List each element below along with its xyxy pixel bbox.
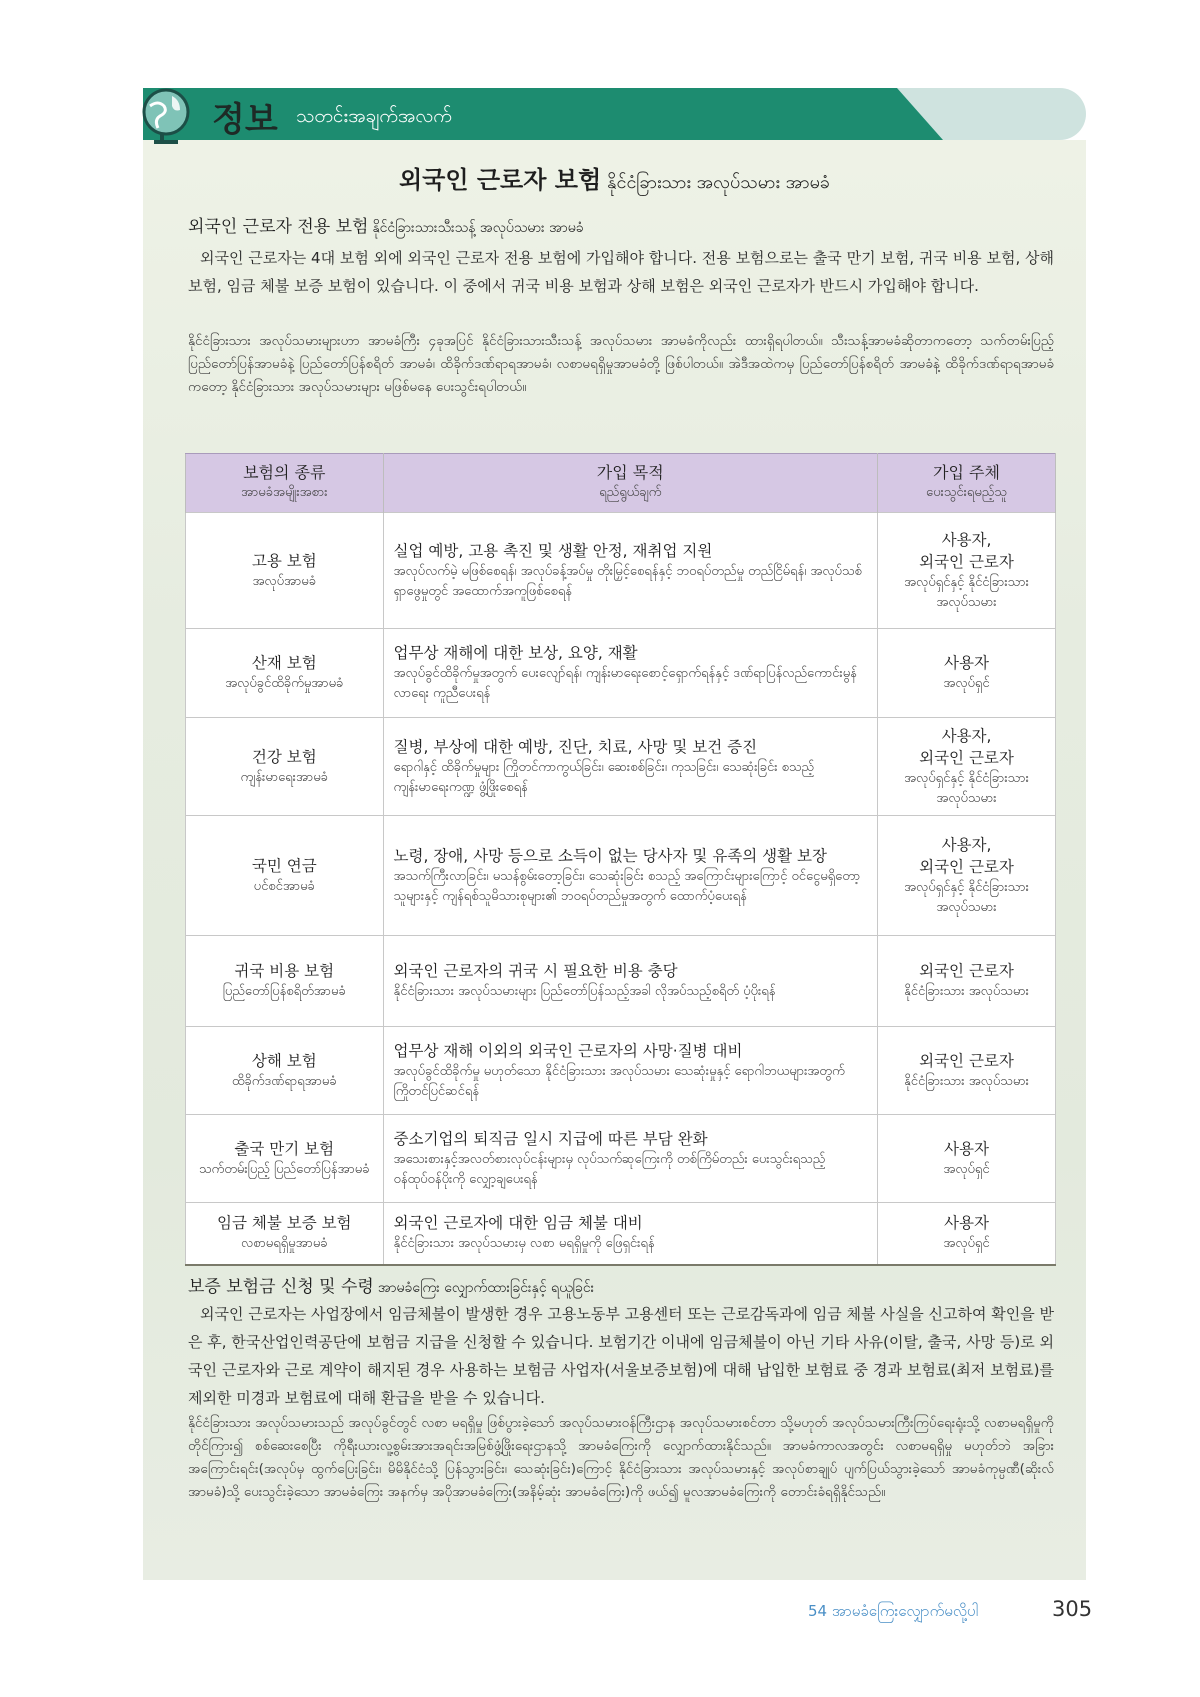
insurance-subject: 사용자 အလုပ်ရှင်: [878, 629, 1056, 718]
table-row: [186, 816, 1056, 936]
table-row: [186, 629, 1056, 718]
insurance-purpose: 중소기업의 퇴직금 일시 지급에 따른 부담 완화 အသေးစားနှင့်အလတ်စားလုပ်ငန်းများမှ လုပ်သက်ဆုကြေးကို တစ်ကြိမ်တည်း ပေးသွင်းရသည့် ဝန်ထုပ်ဝန်ပိုးကို လျှော့ချပေးရန်: [383, 1115, 877, 1203]
page-title-my: နိုင်ငံခြားသား အလုပ်သမား အာမခံ: [607, 172, 831, 193]
header-purpose: 가입 목적 ရည်ရွယ်ချက်: [383, 454, 877, 513]
insurance-subject: 사용자, 외국인 근로자 အလုပ်ရှင်နှင့် နိုင်ငံခြားသားအလုပ်သမား: [878, 816, 1056, 936]
section-title-special-insurance: [188, 212, 584, 239]
paragraph-my: နိုင်ငံခြားသား အလုပ်သမားများဟာ အာမခံကြီး ၄ခုအပြင် နိုင်ငံခြားသားသီးသန့် အလုပ်သမား အာမခံကိုလည်း ထားရှိရပါတယ်။ သီးသန့်အာမခံဆိုတာကတော့ သက်တမ်းပြည့်ပြည်တော်ပြန်အာမခံနဲ့ ပြည်တော်ပြန်စရိတ် အာမခံ၊ ထိခိုက်ဒဏ်ရာရအာမခံ၊ လစာမရရှိမှုအာမခံတို့ ဖြစ်ပါတယ်။ အဲဒီအထဲကမှ ပြည်တော်ပြန်စရိတ် အာမခံနဲ့ ထိခိုက်ဒဏ်ရာရအာမခံကတော့ နိုင်ငံခြားသား အလုပ်သမားများ မဖြစ်မနေ ပေးသွင်းရပါတယ်။: [188, 333, 1054, 395]
insurance-purpose: 업무상 재해에 대한 보상, 요양, 재활 အလုပ်ခွင်ထိခိုက်မှုအတွက် ပေးလျော်ရန်၊ ကျန်းမာရေးစောင့်ရှောက်ရန်နှင့် ဒဏ်ရာပြန်လည်ကောင်းမွန်လာရေး ကူညီပေးရန်: [383, 629, 877, 718]
table-header-row: [186, 454, 1056, 513]
insurance-type: 임금 체불 보증 보험 လစာမရရှိမှုအာမခံ: [186, 1203, 384, 1265]
page-title: [143, 160, 1086, 197]
insurance-subject: 외국인 근로자 နိုင်ငံခြားသား အလုပ်သမား: [878, 1027, 1056, 1115]
table-row: [186, 718, 1056, 816]
table-row: [186, 1027, 1056, 1115]
insurance-purpose: 외국인 근로자에 대한 임금 체불 대비 နိုင်ငံခြားသား အလုပ်သမားမှ လစာ မရရှိမှုကို ဖြေရှင်းရန်: [383, 1203, 877, 1265]
insurance-subject: 외국인 근로자 နိုင်ငံခြားသား အလုပ်သမား: [878, 936, 1056, 1027]
paragraph-ko: 외국인 근로자는 4대 보험 외에 외국인 근로자 전용 보험에 가입해야 합니다. 전용 보험으로는 출국 만기 보험, 귀국 비용 보험, 상해 보험, 임금 체불 보증 보험이 있습니다. 이 중에서 귀국 비용 보험과 상해 보험은 외국인 근로자가 반드시 가입해야 합니다.: [188, 249, 1054, 295]
insurance-type: 출국 만기 보험 သက်တမ်းပြည့် ပြည်တော်ပြန်အာမခံ: [186, 1115, 384, 1203]
insurance-purpose: 실업 예방, 고용 촉진 및 생활 안정, 재취업 지원 အလုပ်လက်မဲ့ မဖြစ်စေရန်၊ အလုပ်ခန့်အပ်မှု တိုးမြှင့်စေရန်နှင့် ဘဝရပ်တည်မှု တည်ငြိမ်ရန်၊ အလုပ်သစ်ရှာဖွေမှုတွင် အထောက်အကူဖြစ်စေရန်: [383, 513, 877, 629]
insurance-purpose: 질병, 부상에 대한 예방, 진단, 치료, 사망 및 보건 증진 ရောဂါနှင့် ထိခိုက်မှုများ ကြိုတင်ကာကွယ်ခြင်း၊ ဆေးစစ်ခြင်း၊ ကုသခြင်း၊ သေဆုံးခြင်း စသည့် ကျန်းမာရေးကဏ္ဍ ဖွံ့ဖြိုးစေရန်: [383, 718, 877, 816]
insurance-purpose: 노령, 장애, 사망 등으로 소득이 없는 당사자 및 유족의 생활 보장 အသက်ကြီးလာခြင်း၊ မသန်စွမ်းတော့ခြင်း၊ သေဆုံးခြင်း စသည့် အကြောင်းများကြောင့် ဝင်ငွေမရှိတော့သူများနှင့် ကျန်ရစ်သူမိသားစုများ၏ ဘဝရပ်တည်မှုအတွက် ထောက်ပံ့ပေးရန်: [383, 816, 877, 936]
insurance-type: 귀국 비용 보험 ပြည်တော်ပြန်စရိတ်အာမခံ: [186, 936, 384, 1027]
insurance-table: [185, 453, 1056, 1266]
insurance-subject: 사용자 အလုပ်ရှင်: [878, 1203, 1056, 1265]
insurance-purpose: 외국인 근로자의 귀국 시 필요한 비용 충당 နိုင်ငံခြားသား အလုပ်သမားများ ပြည်တော်ပြန်သည့်အခါ လိုအပ်သည့်စရိတ် ပံ့ပိုးရန်: [383, 936, 877, 1027]
insurance-type: 국민 연금 ပင်စင်အာမခံ: [186, 816, 384, 936]
insurance-subject: 사용자 အလုပ်ရှင်: [878, 1115, 1056, 1203]
section-title-ko: 외국인 근로자 전용 보험: [188, 217, 369, 237]
insurance-purpose: 업무상 재해 이외의 외국인 근로자의 사망·질병 대비 အလုပ်ခွင်ထိခိုက်မှု မဟုတ်သော နိုင်ငံခြားသား အလုပ်သမား သေဆုံးမှုနှင့် ရောဂါဘယများအတွက် ကြိုတင်ပြင်ဆင်ရန်: [383, 1027, 877, 1115]
insurance-type: 건강 보험 ကျန်းမာရေးအာမခံ: [186, 718, 384, 816]
section-title-my: နိုင်ငံခြားသားသီးသန့် အလုပ်သမား အာမခံ: [372, 220, 584, 236]
insurance-subject: 사용자, 외국인 근로자 အလုပ်ရှင်နှင့် နိုင်ငံခြားသားအလုပ်သမား: [878, 718, 1056, 816]
page-title-ko: 외국인 근로자 보험: [398, 166, 602, 194]
insurance-type: 산재 보험 အလုပ်ခွင်ထိခိုက်မှုအာမခံ: [186, 629, 384, 718]
header-subtitle: သတင်းအချက်အလက်: [296, 105, 452, 127]
chapter-label: 54 အာမခံကြေးလျှောက်မလို့ပါ: [808, 1602, 979, 1620]
table-row: [186, 1203, 1056, 1265]
page-number: 305: [1052, 1597, 1093, 1621]
header-subject: 가입 주체 ပေးသွင်းရမည့်သူ: [878, 454, 1056, 513]
insurance-subject: 사용자, 외국인 근로자 အလုပ်ရှင်နှင့် နိုင်ငံခြားသားအလုပ်သမား: [878, 513, 1056, 629]
insurance-type: 상해 보험 ထိခိုက်ဒဏ်ရာရအာမခံ: [186, 1027, 384, 1115]
table-row: [186, 936, 1056, 1027]
globe-icon: [136, 86, 196, 146]
paragraph-my: နိုင်ငံခြားသား အလုပ်သမားသည် အလုပ်ခွင်တွင် လစာ မရရှိမှု ဖြစ်ပွားခဲ့သော် အလုပ်သမားဝန်ကြီးဌာန အလုပ်သမားစင်တာ သို့မဟုတ် အလုပ်သမားကြီးကြပ်ရေးရုံးသို့ လစာမရရှိမှုကို တိုင်ကြား၍ စစ်ဆေးစေပြီး ကိုရီးယားလူ့စွမ်းအားအရင်းအမြစ်ဖွံ့ဖြိုးရေးဌာနသို့ အာမခံကြေးကို လျှောက်ထားနိုင်သည်။ အာမခံကာလအတွင်း လစာမရရှိမှု မဟုတ်ဘဲ အခြား အကြောင်းရင်း(အလုပ်မှ ထွက်ပြေးခြင်း၊ မိမိနိုင်ငံသို့ ပြန်သွားခြင်း၊ သေဆုံးခြင်း)ကြောင့် နိုင်ငံခြားသား အလုပ်သမားနှင့် အလုပ်စာချုပ် ပျက်ပြယ်သွားခဲ့သော် အာမခံကုမ္ပဏီ(ဆိုးလ်အာမခံ)သို့ ပေးသွင်းခဲ့သော အာမခံကြေး အနက်မှ အပိုအာမခံကြေး(အနိမ့်ဆုံး အာမခံကြေး)ကို ဖယ်၍ မူလအာမခံကြေးကို တောင်းခံရရှိနိုင်သည်။: [188, 1415, 1054, 1500]
header-title: 정보: [212, 100, 278, 140]
table-row: [186, 513, 1056, 629]
insurance-type: 고용 보험 အလုပ်အာမခံ: [186, 513, 384, 629]
section-title-my: အာမခံကြေး လျှောက်ထားခြင်းနှင့် ရယူခြင်း: [377, 1280, 595, 1296]
header-type: 보험의 종류 အာမခံအမျိုးအစား: [186, 454, 384, 513]
section-title-ko: 보증 보험금 신청 및 수령: [188, 1277, 374, 1297]
paragraph-ko: 외국인 근로자는 사업장에서 임금체불이 발생한 경우 고용노동부 고용센터 또는 근로감독과에 임금 체불 사실을 신고하여 확인을 받은 후, 한국산업인력공단에 보험금 지급을 신청할 수 있습니다. 보험기간 이내에 임금체불이 아닌 기타 사유(이탈, 출국, 사망 등)로 외국인 근로자와 근로 계약이 해지된 경우 사용하는 보험금 사업자(서울보증보험)에 대해 납입한 보험료 중 경과 보험료(최저 보험료)를 제외한 미경과 보험료에 대해 환급을 받을 수 있습니다.: [188, 1305, 1054, 1407]
section-header-bar: [143, 88, 1086, 140]
table-row: [186, 1115, 1056, 1203]
section-title-claim: [188, 1272, 594, 1299]
